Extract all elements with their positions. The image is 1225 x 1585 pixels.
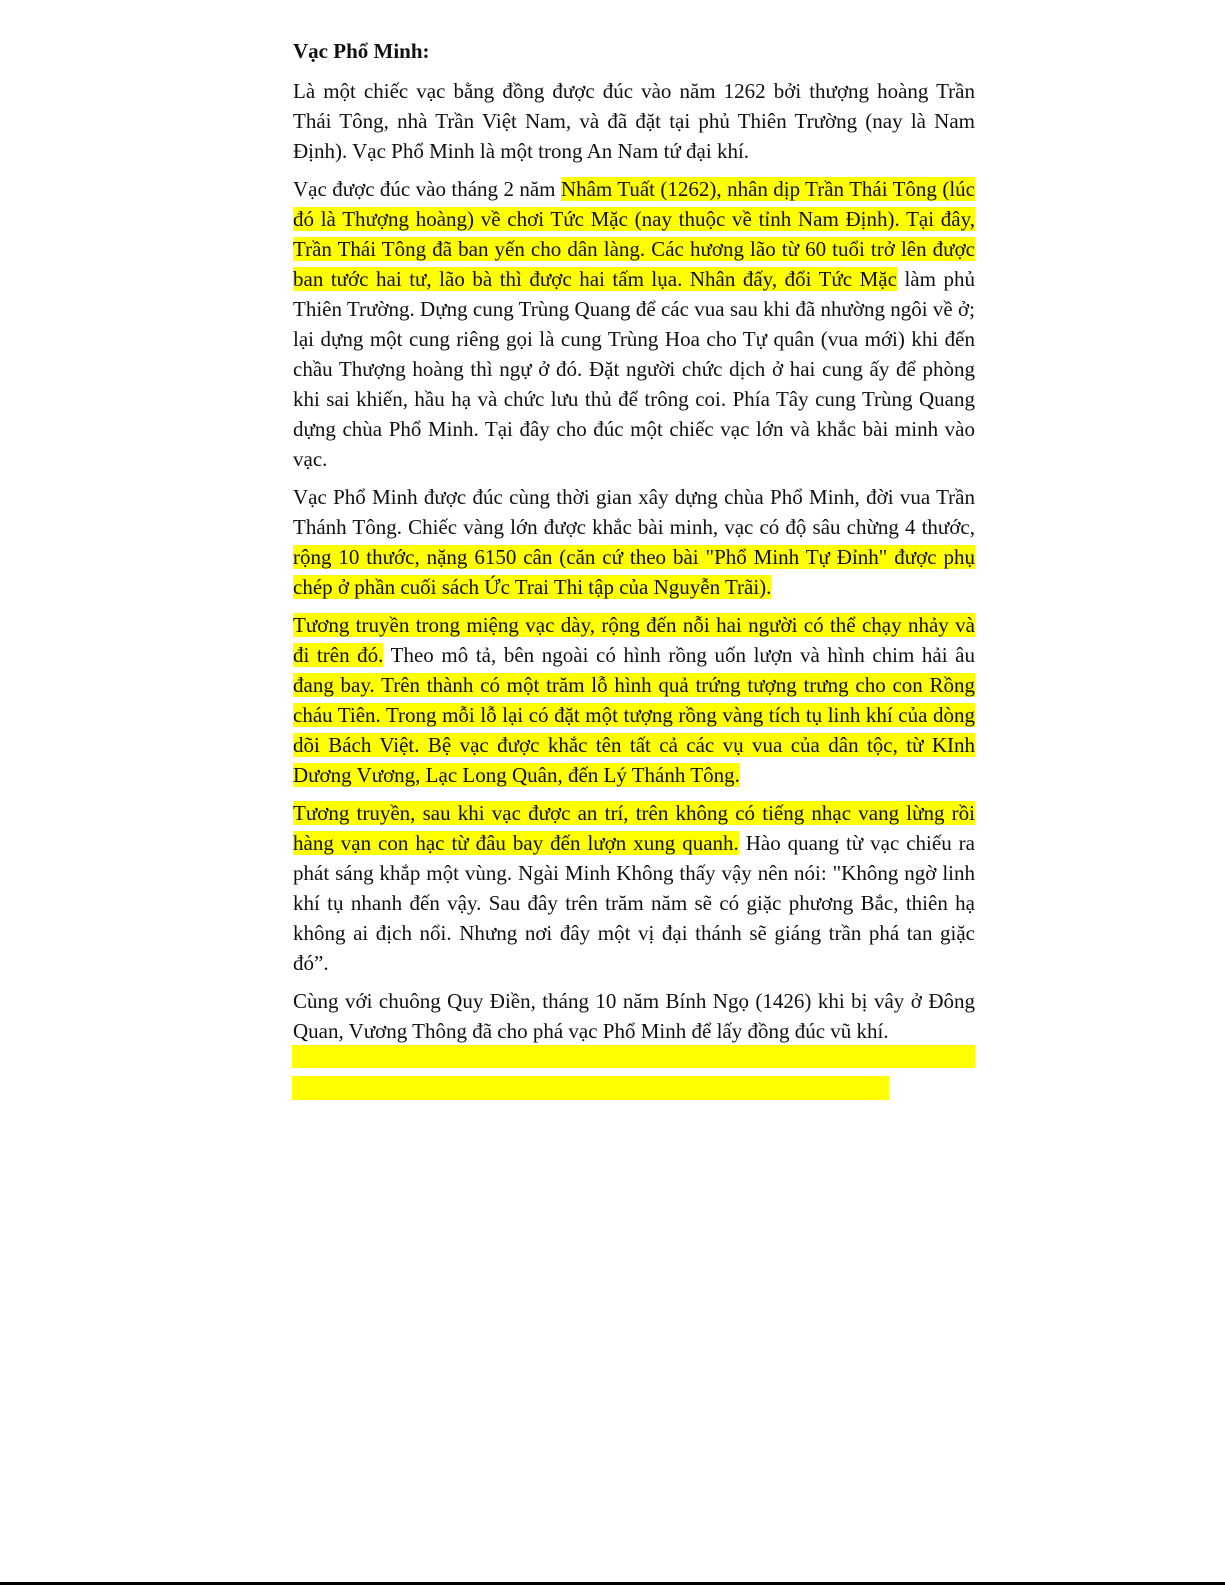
paragraph-list (293, 76, 975, 1046)
paragraph-text: Theo mô tả, bên ngoài có hình rồng uốn lượn và hình chim hải âu (383, 643, 976, 667)
highlighted-text: Nhâm Tuất (1262), nhân dịp Trần Thái Tông (lúc đó là Thượng hoàng) về chơi Tức Mặc (nay thuộc về tỉnh Nam Định). Tại đây, Trần Thái Tông đã ban yến cho dân làng. Các hương lão từ 60 tuổi trở lên được ban tước hai tư, lão bà thì được hai tấm lụa. Nhân đấy, đổi Tức Mặc (293, 177, 975, 291)
paragraph (293, 482, 975, 602)
paragraph (293, 174, 975, 474)
highlighted-text: đang bay. Trên thành có một trăm lỗ hình quả trứng tượng trưng cho con Rồng cháu Tiên. Trong mỗi lỗ lại có đặt một tượng rồng vàng tích tụ linh khí của dòng dõi Bách Việt. Bệ vạc được khắc tên tất cả các vụ vua của dân tộc, từ KInh Dương Vương, Lạc Long Quân, đến Lý Thánh Tông. (293, 673, 975, 787)
paragraph-text: Vạc được đúc vào tháng 2 năm (293, 177, 561, 201)
paragraph (293, 76, 975, 166)
highlighted-text: Tương truyền trong miệng vạc dày, rộng đến nỗi hai người có thể chạy nhảy và đi trên đó. (293, 613, 975, 667)
paragraph-text: Là một chiếc vạc bằng đồng được đúc vào năm 1262 bởi thượng hoàng Trần Thái Tông, nhà Trần Việt Nam, và đã đặt tại phủ Thiên Trường (nay là Nam Định). Vạc Phổ Minh là một trong An Nam tứ đại khí. (293, 79, 975, 163)
paragraph (293, 798, 975, 978)
empty-highlight-line (292, 1076, 889, 1100)
paragraph (293, 986, 975, 1046)
paragraph-text: làm phủ Thiên Trường. Dựng cung Trùng Quang để các vua sau khi đã nhường ngôi về ở; lại dựng một cung riêng gọi là cung Trùng Hoa cho Tự quân (vua mới) khi đến chầu Thượng hoàng thì ngự ở đó. Đặt người chức dịch ở hai cung ấy để phòng khi sai khiến, hầu hạ và chức lưu thủ để trông coi. Phía Tây cung Trùng Quang dựng chùa Phổ Minh. Tại đây cho đúc một chiếc vạc lớn và khắc bài minh vào vạc. (293, 267, 975, 471)
document-body (293, 36, 975, 1054)
paragraph (293, 610, 975, 790)
paragraph-text: Cùng với chuông Quy Điền, tháng 10 năm Bính Ngọ (1426) khi bị vây ở Đông Quan, Vương Thông đã cho phá vạc Phổ Minh để lấy đồng đúc vũ khí. (293, 989, 975, 1043)
document-title: Vạc Phổ Minh: (293, 39, 430, 63)
highlighted-text: Tương truyền, sau khi vạc được an trí, trên không có tiếng nhạc vang lừng rồi hàng vạn con hạc từ đâu bay đến lượn xung quanh. (293, 801, 975, 855)
paragraph-text: Hào quang từ vạc chiếu ra phát sáng khắp một vùng. Ngài Minh Không thấy vậy nên nói: "Không ngờ linh khí tụ nhanh đến vậy. Sau đây trên trăm năm sẽ có giặc phương Bắc, thiên hạ không ai địch nổi. Nhưng nơi đây một vị đại thánh sẽ giáng trần phá tan giặc đó”. (293, 831, 975, 975)
paragraph-text: Vạc Phổ Minh được đúc cùng thời gian xây dựng chùa Phổ Minh, đời vua Trần Thánh Tông. Chiếc vàng lớn được khắc bài minh, vạc có độ sâu chừng 4 thước, (293, 485, 975, 539)
highlighted-text: rộng 10 thước, nặng 6150 cân (căn cứ theo bài "Phổ Minh Tự Đỉnh" được phụ chép ở phần cuối sách Ức Trai Thi tập của Nguyễn Trãi). (293, 545, 975, 599)
